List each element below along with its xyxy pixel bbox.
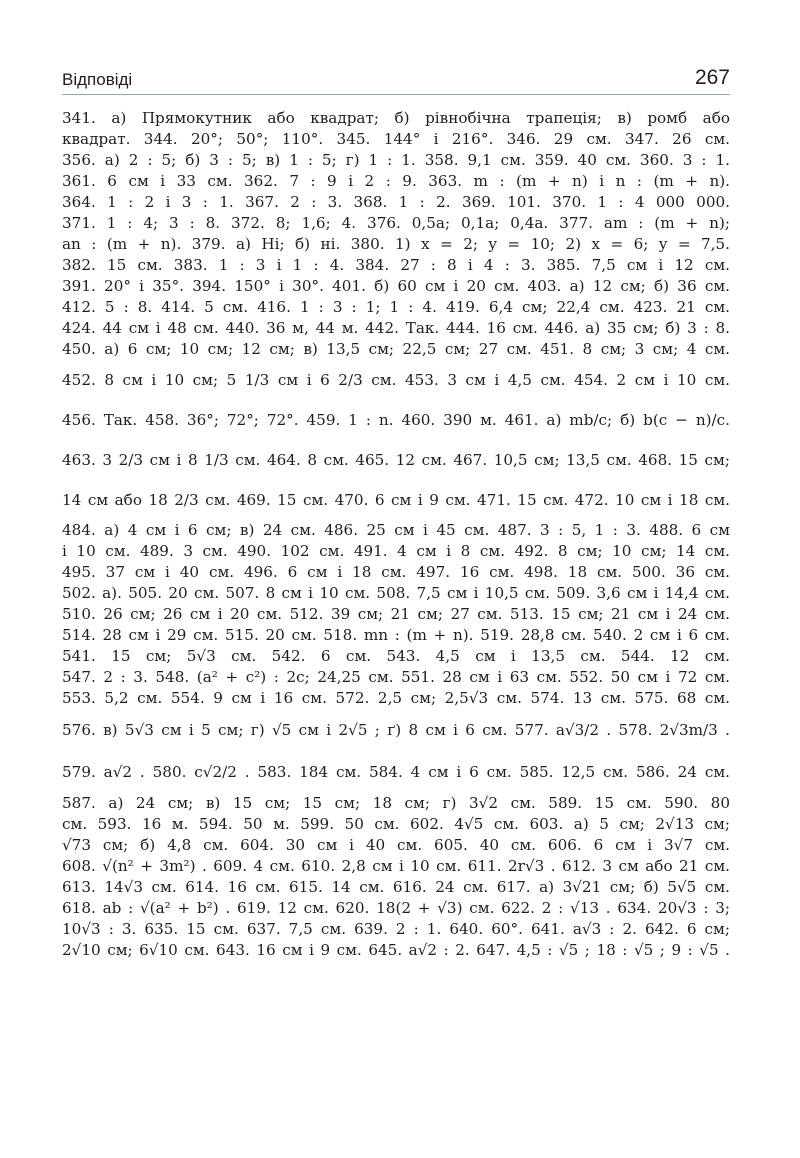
page-number: 267 (694, 66, 730, 89)
answer-line: 587. а) 24 см; в) 15 см; 15 см; 18 см; г) 3√2 см. 589. 15 см. 590. 80 (62, 794, 730, 812)
answer-line: 553. 5,2 см. 554. 9 см і 16 см. 572. 2,5 см; 2,5√3 см. 574. 13 см. 575. 68 см. (62, 689, 730, 707)
answer-line: 364. 1 : 2 і 3 : 1. 367. 2 : 3. 368. 1 : 2. 369. 101. 370. 1 : 4 000 000. (62, 193, 730, 211)
answer-line: 450. а) 6 см; 10 см; 12 см; в) 13,5 см; 22,5 см; 27 см. 451. 8 см; 3 см; 4 см. (62, 340, 730, 358)
page-header (62, 66, 730, 96)
answer-line: 510. 26 см; 26 см і 20 см. 512. 39 см; 21 см; 27 см. 513. 15 см; 21 см і 24 см. (62, 605, 730, 623)
answer-line: 547. 2 : 3. 548. (a² + c²) : 2c; 24,25 см. 551. 28 см і 63 см. 552. 50 см і 72 см. (62, 668, 730, 686)
answer-line: 608. √(n² + 3m²) . 609. 4 см. 610. 2,8 см і 10 см. 611. 2r√3 . 612. 3 см або 21 см. (62, 857, 730, 875)
answer-line: 484. а) 4 см і 6 см; в) 24 см. 486. 25 см і 45 см. 487. 3 : 5, 1 : 3. 488. 6 см (62, 521, 730, 539)
answer-line: 371. 1 : 4; 3 : 8. 372. 8; 1,6; 4. 376. 0,5a; 0,1a; 0,4a. 377. am : (m + n); (62, 214, 730, 232)
answer-line: 412. 5 : 8. 414. 5 см. 416. 1 : 3 : 1; 1 : 4. 419. 6,4 см; 22,4 см. 423. 21 см. (62, 298, 730, 316)
answer-line: 618. ab : √(a² + b²) . 619. 12 см. 620. 18(2 + √3) см. 622. 2 : √13 . 634. 20√3 : 3; (62, 899, 730, 917)
answer-line: 382. 15 см. 383. 1 : 3 і 1 : 4. 384. 27 : 8 і 4 : 3. 385. 7,5 см і 12 см. (62, 256, 730, 274)
answer-line: 576. в) 5√3 см і 5 см; г) √5 см і 2√5 ; ґ) 8 см і 6 см. 577. a√3/2 . 578. 2√3m/3 . (62, 721, 730, 739)
answer-line: 502. а). 505. 20 см. 507. 8 см і 10 см. 508. 7,5 см і 10,5 см. 509. 3,6 см і 14,4 см. (62, 584, 730, 602)
answer-line: 541. 15 см; 5√3 см. 542. 6 см. 543. 4,5 см і 13,5 см. 544. 12 см. (62, 647, 730, 665)
answer-line: 2√10 см; 6√10 см. 643. 16 см і 9 см. 645. a√2 : 2. 647. 4,5 : √5 ; 18 : √5 ; 9 : √5 . (62, 941, 730, 959)
answer-line: 424. 44 см і 48 см. 440. 36 м, 44 м. 442. Так. 444. 16 см. 446. а) 35 см; б) 3 : 8. (62, 319, 730, 337)
answers-body (62, 108, 730, 961)
answer-line: 579. a√2 . 580. c√2/2 . 583. 184 см. 584. 4 см і 6 см. 585. 12,5 см. 586. 24 см. (62, 763, 730, 781)
header-divider (62, 94, 730, 95)
answer-line: 452. 8 см і 10 см; 5 1/3 см і 6 2/3 см. 453. 3 см і 4,5 см. 454. 2 см і 10 см. (62, 371, 730, 389)
answer-line: 341. а) Прямокутник або квадрат; б) рівнобічна трапеція; в) ромб або (62, 109, 730, 127)
answer-line: 613. 14√3 см. 614. 16 см. 615. 14 см. 616. 24 см. 617. а) 3√21 см; б) 5√5 см. (62, 878, 730, 896)
answer-line: 356. а) 2 : 5; б) 3 : 5; в) 1 : 5; г) 1 : 1. 358. 9,1 см. 359. 40 см. 360. 3 : 1. (62, 151, 730, 169)
answer-line: an : (m + n). 379. а) Ні; б) ні. 380. 1) x = 2; y = 10; 2) x = 6; y = 7,5. (62, 235, 730, 253)
answer-line: 391. 20° і 35°. 394. 150° і 30°. 401. б) 60 см і 20 см. 403. а) 12 см; б) 36 см. (62, 277, 730, 295)
answer-line: 463. 3 2/3 см і 8 1/3 см. 464. 8 см. 465. 12 см. 467. 10,5 см; 13,5 см. 468. 15 см; (62, 451, 730, 469)
answer-line: см. 593. 16 м. 594. 50 м. 599. 50 см. 602. 4√5 см. 603. а) 5 см; 2√13 см; (62, 815, 730, 833)
answer-line: і 10 см. 489. 3 см. 490. 102 см. 491. 4 см і 8 см. 492. 8 см; 10 см; 14 см. (62, 542, 730, 560)
answer-line: √73 см; б) 4,8 см. 604. 30 см і 40 см. 605. 40 см. 606. 6 см і 3√7 см. (62, 836, 730, 854)
section-title: Відповіді (62, 70, 133, 89)
answer-line: 514. 28 см і 29 см. 515. 20 см. 518. mn : (m + n). 519. 28,8 см. 540. 2 см і 6 см. (62, 626, 730, 644)
answer-line: 361. 6 см і 33 см. 362. 7 : 9 і 2 : 9. 363. m : (m + n) і n : (m + n). (62, 172, 730, 190)
answer-line: 456. Так. 458. 36°; 72°; 72°. 459. 1 : n. 460. 390 м. 461. а) mb/c; б) b(c − n)/c. (62, 411, 730, 429)
answer-line: 10√3 : 3. 635. 15 см. 637. 7,5 см. 639. 2 : 1. 640. 60°. 641. a√3 : 2. 642. 6 см; (62, 920, 730, 938)
answer-line: квадрат. 344. 20°; 50°; 110°. 345. 144° і 216°. 346. 29 см. 347. 26 см. (62, 130, 730, 148)
answer-line: 495. 37 см і 40 см. 496. 6 см і 18 см. 497. 16 см. 498. 18 см. 500. 36 см. (62, 563, 730, 581)
answer-line: 14 см або 18 2/3 см. 469. 15 см. 470. 6 см і 9 см. 471. 15 см. 472. 10 см і 18 см. (62, 491, 730, 509)
